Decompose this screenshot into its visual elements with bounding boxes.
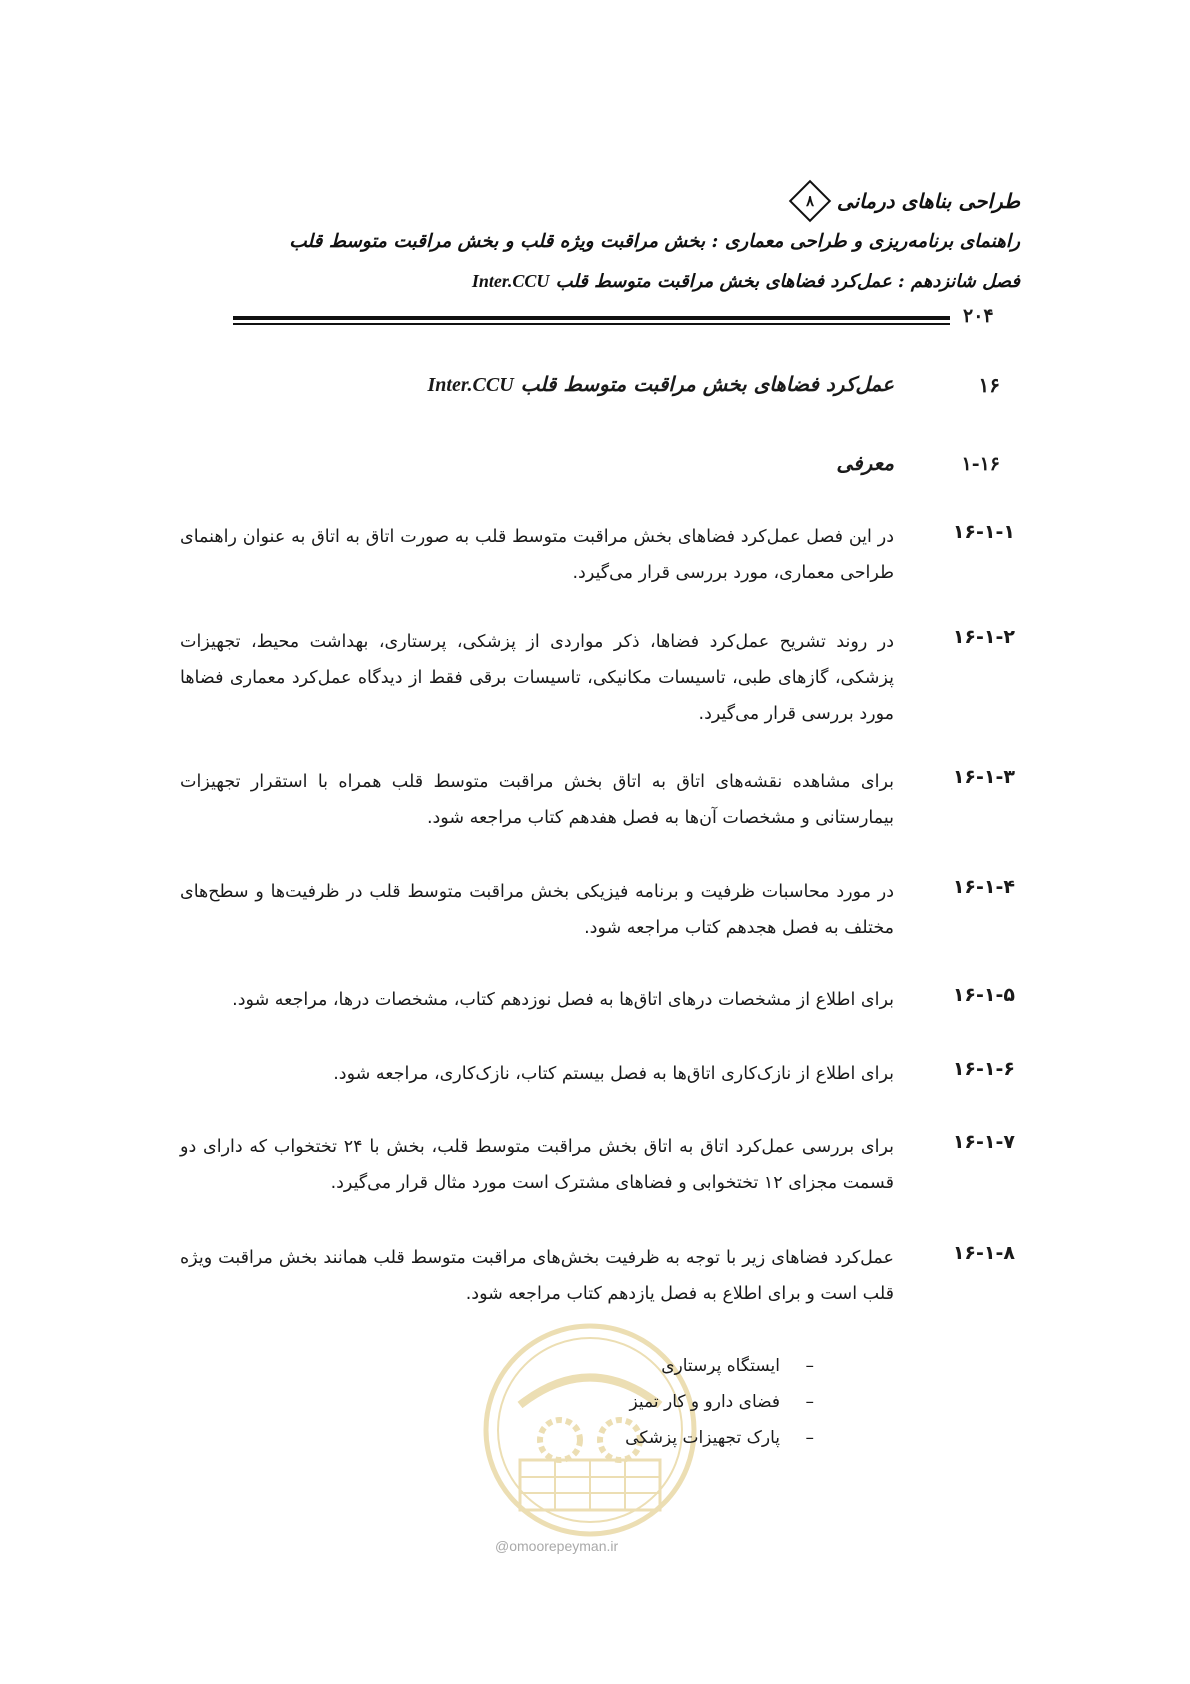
item-text: برای مشاهده نقشه‌های اتاق به اتاق بخش مراقبت متوسط قلب همراه با استقرار تجهیزات بیمارستانی و مشخصات آن‌ها به فصل هفدهم کتاب مراجعه شود. — [180, 772, 894, 828]
series-number: ۸ — [805, 192, 814, 210]
list-item — [180, 874, 1015, 946]
list-item — [180, 1129, 1015, 1201]
list-item — [180, 764, 1015, 836]
header-rule-thick — [233, 316, 950, 320]
chapter-header — [472, 271, 1020, 292]
chapter-title-en: Inter.CCU — [471, 271, 550, 291]
item-text: برای اطلاع از مشخصات درهای اتاق‌ها به فصل نوزدهم کتاب، مشخصات درها، مراجعه شود. — [232, 990, 894, 1010]
subsection-title: معرفی — [836, 451, 894, 475]
series-number-diamond — [789, 180, 831, 222]
item-number: ۱۶-۱-۷ — [952, 1131, 1015, 1153]
item-number: ۱۶-۱-۵ — [952, 984, 1015, 1006]
bullet-item — [625, 1420, 814, 1456]
bullet-item — [625, 1348, 814, 1384]
item-number: ۱۶-۱-۱ — [952, 521, 1015, 543]
bullet-dash: – — [805, 1392, 814, 1412]
list-item — [180, 1056, 1015, 1092]
series-title: طراحی بناهای درمانی — [836, 189, 1020, 213]
item-number: ۱۶-۱-۲ — [952, 626, 1015, 648]
item-text: برای اطلاع از نازک‌کاری اتاق‌ها به فصل بیستم کتاب، نازک‌کاری، مراجعه شود. — [333, 1064, 894, 1084]
header-rule-thin — [233, 323, 950, 325]
section-title-en: Inter.CCU — [427, 374, 514, 396]
bullet-item — [625, 1384, 814, 1420]
item-number: ۱۶-۱-۳ — [952, 766, 1015, 788]
bullet-text: ایستگاه پرستاری — [661, 1356, 780, 1376]
guide-title: راهنمای برنامه‌ریزی و طراحی معماری : بخش مراقبت ویژه قلب و بخش مراقبت متوسط قلب — [289, 231, 1020, 252]
list-item — [180, 624, 1015, 732]
item-text: در روند تشریح عمل‌کرد فضاها، ذکر مواردی از پزشکی، پرستاری، بهداشت محیط، تجهیزات پزشکی، گازهای طبی، تاسیسات مکانیکی، تاسیسات برقی فقط از دیدگاه عمل‌کرد معماری فضاها مورد بررسی قرار می‌گیرد. — [180, 632, 894, 724]
item-number: ۱۶-۱-۶ — [952, 1058, 1015, 1080]
bullet-text: فضای دارو و کار تمیز — [629, 1392, 780, 1412]
item-number: ۱۶-۱-۸ — [952, 1242, 1015, 1264]
bullet-list — [625, 1348, 814, 1456]
section-number: ۱۶ — [978, 373, 1000, 397]
item-text: برای بررسی عمل‌کرد اتاق به اتاق بخش مراقبت متوسط قلب، بخش با ۲۴ تختخواب که دارای دو قسمت مجزای ۱۲ تختخوابی و فضاهای مشترک است مورد مثال قرار می‌گیرد. — [180, 1137, 894, 1193]
bullet-text: پارک تجهیزات پزشکی — [625, 1428, 780, 1448]
section-title-fa: عمل‌کرد فضاهای بخش مراقبت متوسط قلب — [520, 372, 894, 396]
subsection-number: ۱-۱۶ — [961, 453, 1000, 475]
list-item — [180, 519, 1015, 591]
bullet-dash: – — [805, 1356, 814, 1376]
chapter-title-fa: فصل شانزدهم : عمل‌کرد فضاهای بخش مراقبت متوسط قلب — [555, 271, 1020, 292]
item-text: در مورد محاسبات ظرفیت و برنامه فیزیکی بخش مراقبت متوسط قلب در ظرفیت‌ها و سطح‌های مختلف به فصل هجدهم کتاب مراجعه شود. — [180, 882, 894, 938]
page-number: ۲۰۴ — [963, 305, 994, 327]
list-item — [180, 982, 1015, 1018]
item-number: ۱۶-۱-۴ — [952, 876, 1015, 898]
section-title — [428, 372, 895, 397]
item-text: در این فصل عمل‌کرد فضاهای بخش مراقبت متوسط قلب به صورت اتاق به اتاق به عنوان راهنمای طراحی معماری، مورد بررسی قرار می‌گیرد. — [180, 527, 894, 583]
list-item — [180, 1240, 1015, 1312]
series-header — [787, 186, 1020, 216]
item-text: عمل‌کرد فضاهای زیر با توجه به ظرفیت بخش‌های مراقبت متوسط قلب همانند بخش مراقبت ویژه قلب است و برای اطلاع به فصل یازدهم کتاب مراجعه شود. — [180, 1248, 894, 1304]
bullet-dash: – — [805, 1428, 814, 1448]
watermark-url: @omoorepeyman.ir — [495, 1538, 619, 1554]
